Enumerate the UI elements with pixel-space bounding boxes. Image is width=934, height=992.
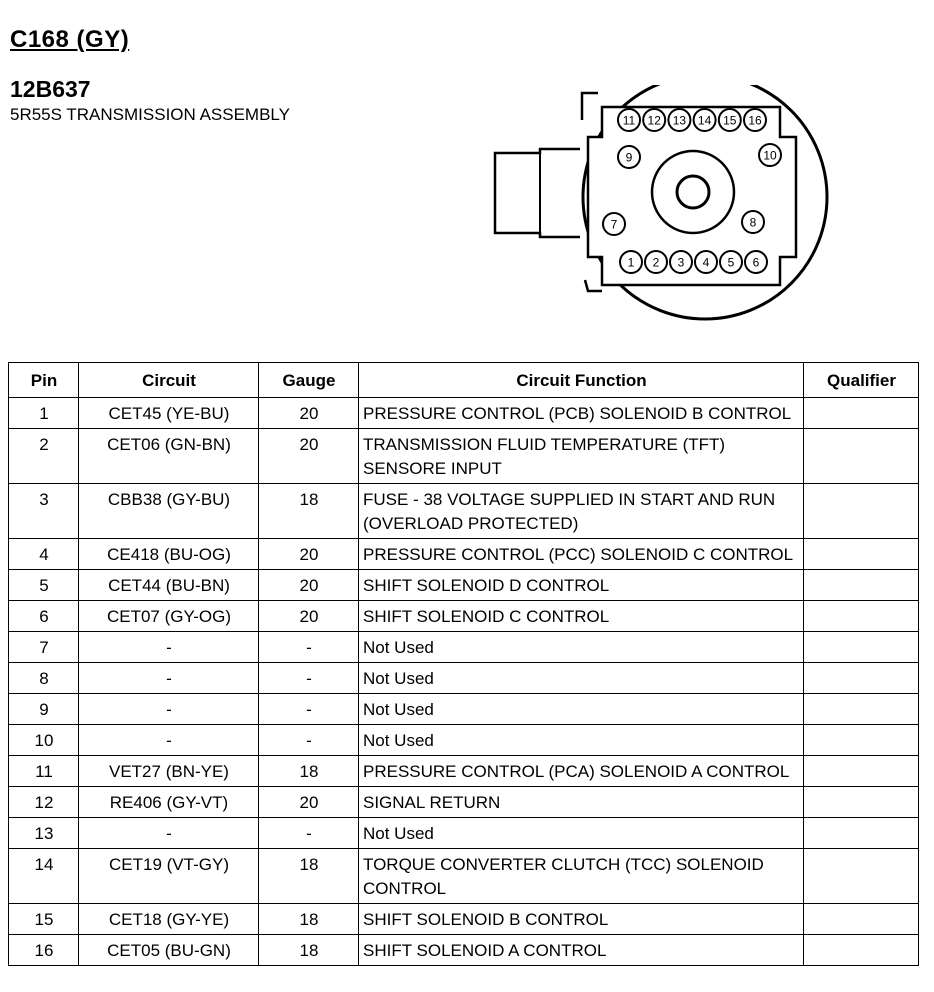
cell-pin: 13 xyxy=(9,818,79,849)
connector-pin-label: 14 xyxy=(697,113,712,128)
connector-pin xyxy=(695,251,717,273)
cell-qualifier xyxy=(804,904,919,935)
cell-gauge: - xyxy=(259,663,359,694)
cell-gauge: - xyxy=(259,725,359,756)
table-row xyxy=(9,756,919,787)
table-header-row xyxy=(9,363,919,398)
cell-gauge: 20 xyxy=(259,787,359,818)
connector-pin-label: 11 xyxy=(622,113,636,128)
table-row xyxy=(9,904,919,935)
cell-qualifier xyxy=(804,601,919,632)
connector-pin xyxy=(643,109,665,131)
cell-circuit: VET27 (BN-YE) xyxy=(79,756,259,787)
cell-circuit: CET05 (BU-GN) xyxy=(79,935,259,966)
connector-pin xyxy=(668,109,690,131)
cell-gauge: 20 xyxy=(259,570,359,601)
cell-gauge: 20 xyxy=(259,539,359,570)
cell-circuit-function: TRANSMISSION FLUID TEMPERATURE (TFT) SENSORE INPUT xyxy=(359,429,804,484)
connector-pin-label: 2 xyxy=(652,255,660,270)
connector-pin-label: 8 xyxy=(749,215,757,230)
table-row xyxy=(9,398,919,429)
part-number: 12B637 xyxy=(10,76,91,102)
connector-pin-label: 4 xyxy=(702,255,710,270)
cell-circuit: - xyxy=(79,694,259,725)
cell-circuit-function: Not Used xyxy=(359,818,804,849)
cell-circuit-function: Not Used xyxy=(359,694,804,725)
table-row xyxy=(9,694,919,725)
header-pin: Pin xyxy=(9,363,79,398)
cell-circuit: RE406 (GY-VT) xyxy=(79,787,259,818)
cell-pin: 8 xyxy=(9,663,79,694)
header-circuit-function: Circuit Function xyxy=(359,363,804,398)
connector-pin-label: 3 xyxy=(677,255,685,270)
cell-circuit-function: SIGNAL RETURN xyxy=(359,787,804,818)
cell-circuit: CET06 (GN-BN) xyxy=(79,429,259,484)
cell-qualifier xyxy=(804,429,919,484)
cell-pin: 15 xyxy=(9,904,79,935)
table-row xyxy=(9,725,919,756)
table-row xyxy=(9,787,919,818)
connector-face-diagram xyxy=(490,85,835,330)
connector-pin-label: 15 xyxy=(723,113,737,128)
cell-gauge: 18 xyxy=(259,484,359,539)
connector-pin xyxy=(720,251,742,273)
assembly-description: 5R55S TRANSMISSION ASSEMBLY xyxy=(10,105,290,124)
table-row xyxy=(9,570,919,601)
header-circuit: Circuit xyxy=(79,363,259,398)
connector-pin xyxy=(694,109,716,131)
cell-qualifier xyxy=(804,756,919,787)
cell-circuit: - xyxy=(79,818,259,849)
cell-circuit-function: SHIFT SOLENOID C CONTROL xyxy=(359,601,804,632)
cell-qualifier xyxy=(804,787,919,818)
connector-pin-label: 6 xyxy=(752,255,760,270)
connector-pin-label: 1 xyxy=(627,255,635,270)
connector-pin xyxy=(670,251,692,273)
connector-pin xyxy=(620,251,642,273)
cell-circuit: CET19 (VT-GY) xyxy=(79,849,259,904)
cell-pin: 5 xyxy=(9,570,79,601)
cell-circuit-function: FUSE - 38 VOLTAGE SUPPLIED IN START AND RUN (OVERLOAD PROTECTED) xyxy=(359,484,804,539)
connector-pin xyxy=(759,144,781,166)
cell-pin: 12 xyxy=(9,787,79,818)
cell-circuit-function: TORQUE CONVERTER CLUTCH (TCC) SOLENOID CONTROL xyxy=(359,849,804,904)
cell-pin: 9 xyxy=(9,694,79,725)
cell-pin: 7 xyxy=(9,632,79,663)
cell-gauge: - xyxy=(259,694,359,725)
cell-qualifier xyxy=(804,398,919,429)
cell-circuit-function: PRESSURE CONTROL (PCB) SOLENOID B CONTROL xyxy=(359,398,804,429)
connector-pin-label: 9 xyxy=(625,150,633,165)
table-row xyxy=(9,935,919,966)
connector-pin xyxy=(645,251,667,273)
cell-circuit: CET18 (GY-YE) xyxy=(79,904,259,935)
connector-pin-label: 5 xyxy=(727,255,735,270)
table-row xyxy=(9,484,919,539)
connector-pin xyxy=(719,109,741,131)
cell-pin: 11 xyxy=(9,756,79,787)
cell-qualifier xyxy=(804,694,919,725)
cell-pin: 2 xyxy=(9,429,79,484)
connector-pin xyxy=(618,146,640,168)
header-gauge: Gauge xyxy=(259,363,359,398)
connector-pin xyxy=(603,213,625,235)
connector-pin-label: 13 xyxy=(672,113,687,128)
cell-circuit: - xyxy=(79,725,259,756)
table-row xyxy=(9,849,919,904)
cell-circuit-function: PRESSURE CONTROL (PCC) SOLENOID C CONTROL xyxy=(359,539,804,570)
cell-gauge: 18 xyxy=(259,935,359,966)
cell-qualifier xyxy=(804,935,919,966)
cell-pin: 4 xyxy=(9,539,79,570)
cell-circuit: CET07 (GY-OG) xyxy=(79,601,259,632)
cell-circuit-function: Not Used xyxy=(359,725,804,756)
cell-qualifier xyxy=(804,849,919,904)
cell-pin: 14 xyxy=(9,849,79,904)
cell-gauge: 18 xyxy=(259,756,359,787)
cell-pin: 1 xyxy=(9,398,79,429)
cell-circuit-function: Not Used xyxy=(359,663,804,694)
cell-gauge: 20 xyxy=(259,398,359,429)
table-row xyxy=(9,818,919,849)
connector-title: C168 (GY) xyxy=(10,26,130,53)
table-row xyxy=(9,663,919,694)
cell-qualifier xyxy=(804,484,919,539)
cell-pin: 3 xyxy=(9,484,79,539)
cell-gauge: 20 xyxy=(259,601,359,632)
cell-pin: 6 xyxy=(9,601,79,632)
connector-pin xyxy=(742,211,764,233)
cell-gauge: 18 xyxy=(259,904,359,935)
table-row xyxy=(9,429,919,484)
cell-gauge: - xyxy=(259,818,359,849)
table-row xyxy=(9,632,919,663)
table-row xyxy=(9,601,919,632)
cell-circuit-function: Not Used xyxy=(359,632,804,663)
connector-pin-label: 10 xyxy=(763,148,777,163)
pin-table xyxy=(8,362,919,966)
connector-pin xyxy=(618,109,640,131)
cell-pin: 16 xyxy=(9,935,79,966)
cell-gauge: 20 xyxy=(259,429,359,484)
connector-pin xyxy=(744,109,766,131)
cell-qualifier xyxy=(804,725,919,756)
cell-circuit-function: PRESSURE CONTROL (PCA) SOLENOID A CONTROL xyxy=(359,756,804,787)
cell-circuit-function: SHIFT SOLENOID B CONTROL xyxy=(359,904,804,935)
cell-circuit: CET45 (YE-BU) xyxy=(79,398,259,429)
cell-gauge: - xyxy=(259,632,359,663)
cell-qualifier xyxy=(804,818,919,849)
cell-circuit: CBB38 (GY-BU) xyxy=(79,484,259,539)
table-row xyxy=(9,539,919,570)
cell-qualifier xyxy=(804,570,919,601)
cell-circuit-function: SHIFT SOLENOID A CONTROL xyxy=(359,935,804,966)
cell-circuit: CET44 (BU-BN) xyxy=(79,570,259,601)
header-qualifier: Qualifier xyxy=(804,363,919,398)
cell-circuit: - xyxy=(79,663,259,694)
cell-gauge: 18 xyxy=(259,849,359,904)
cell-pin: 10 xyxy=(9,725,79,756)
cell-qualifier xyxy=(804,632,919,663)
cell-qualifier xyxy=(804,663,919,694)
connector-pin-label: 7 xyxy=(610,217,618,232)
connector-pin xyxy=(745,251,767,273)
cell-qualifier xyxy=(804,539,919,570)
cell-circuit-function: SHIFT SOLENOID D CONTROL xyxy=(359,570,804,601)
cell-circuit: CE418 (BU-OG) xyxy=(79,539,259,570)
cell-circuit: - xyxy=(79,632,259,663)
connector-pin-label: 12 xyxy=(647,113,661,128)
connector-pin-label: 16 xyxy=(748,113,762,128)
